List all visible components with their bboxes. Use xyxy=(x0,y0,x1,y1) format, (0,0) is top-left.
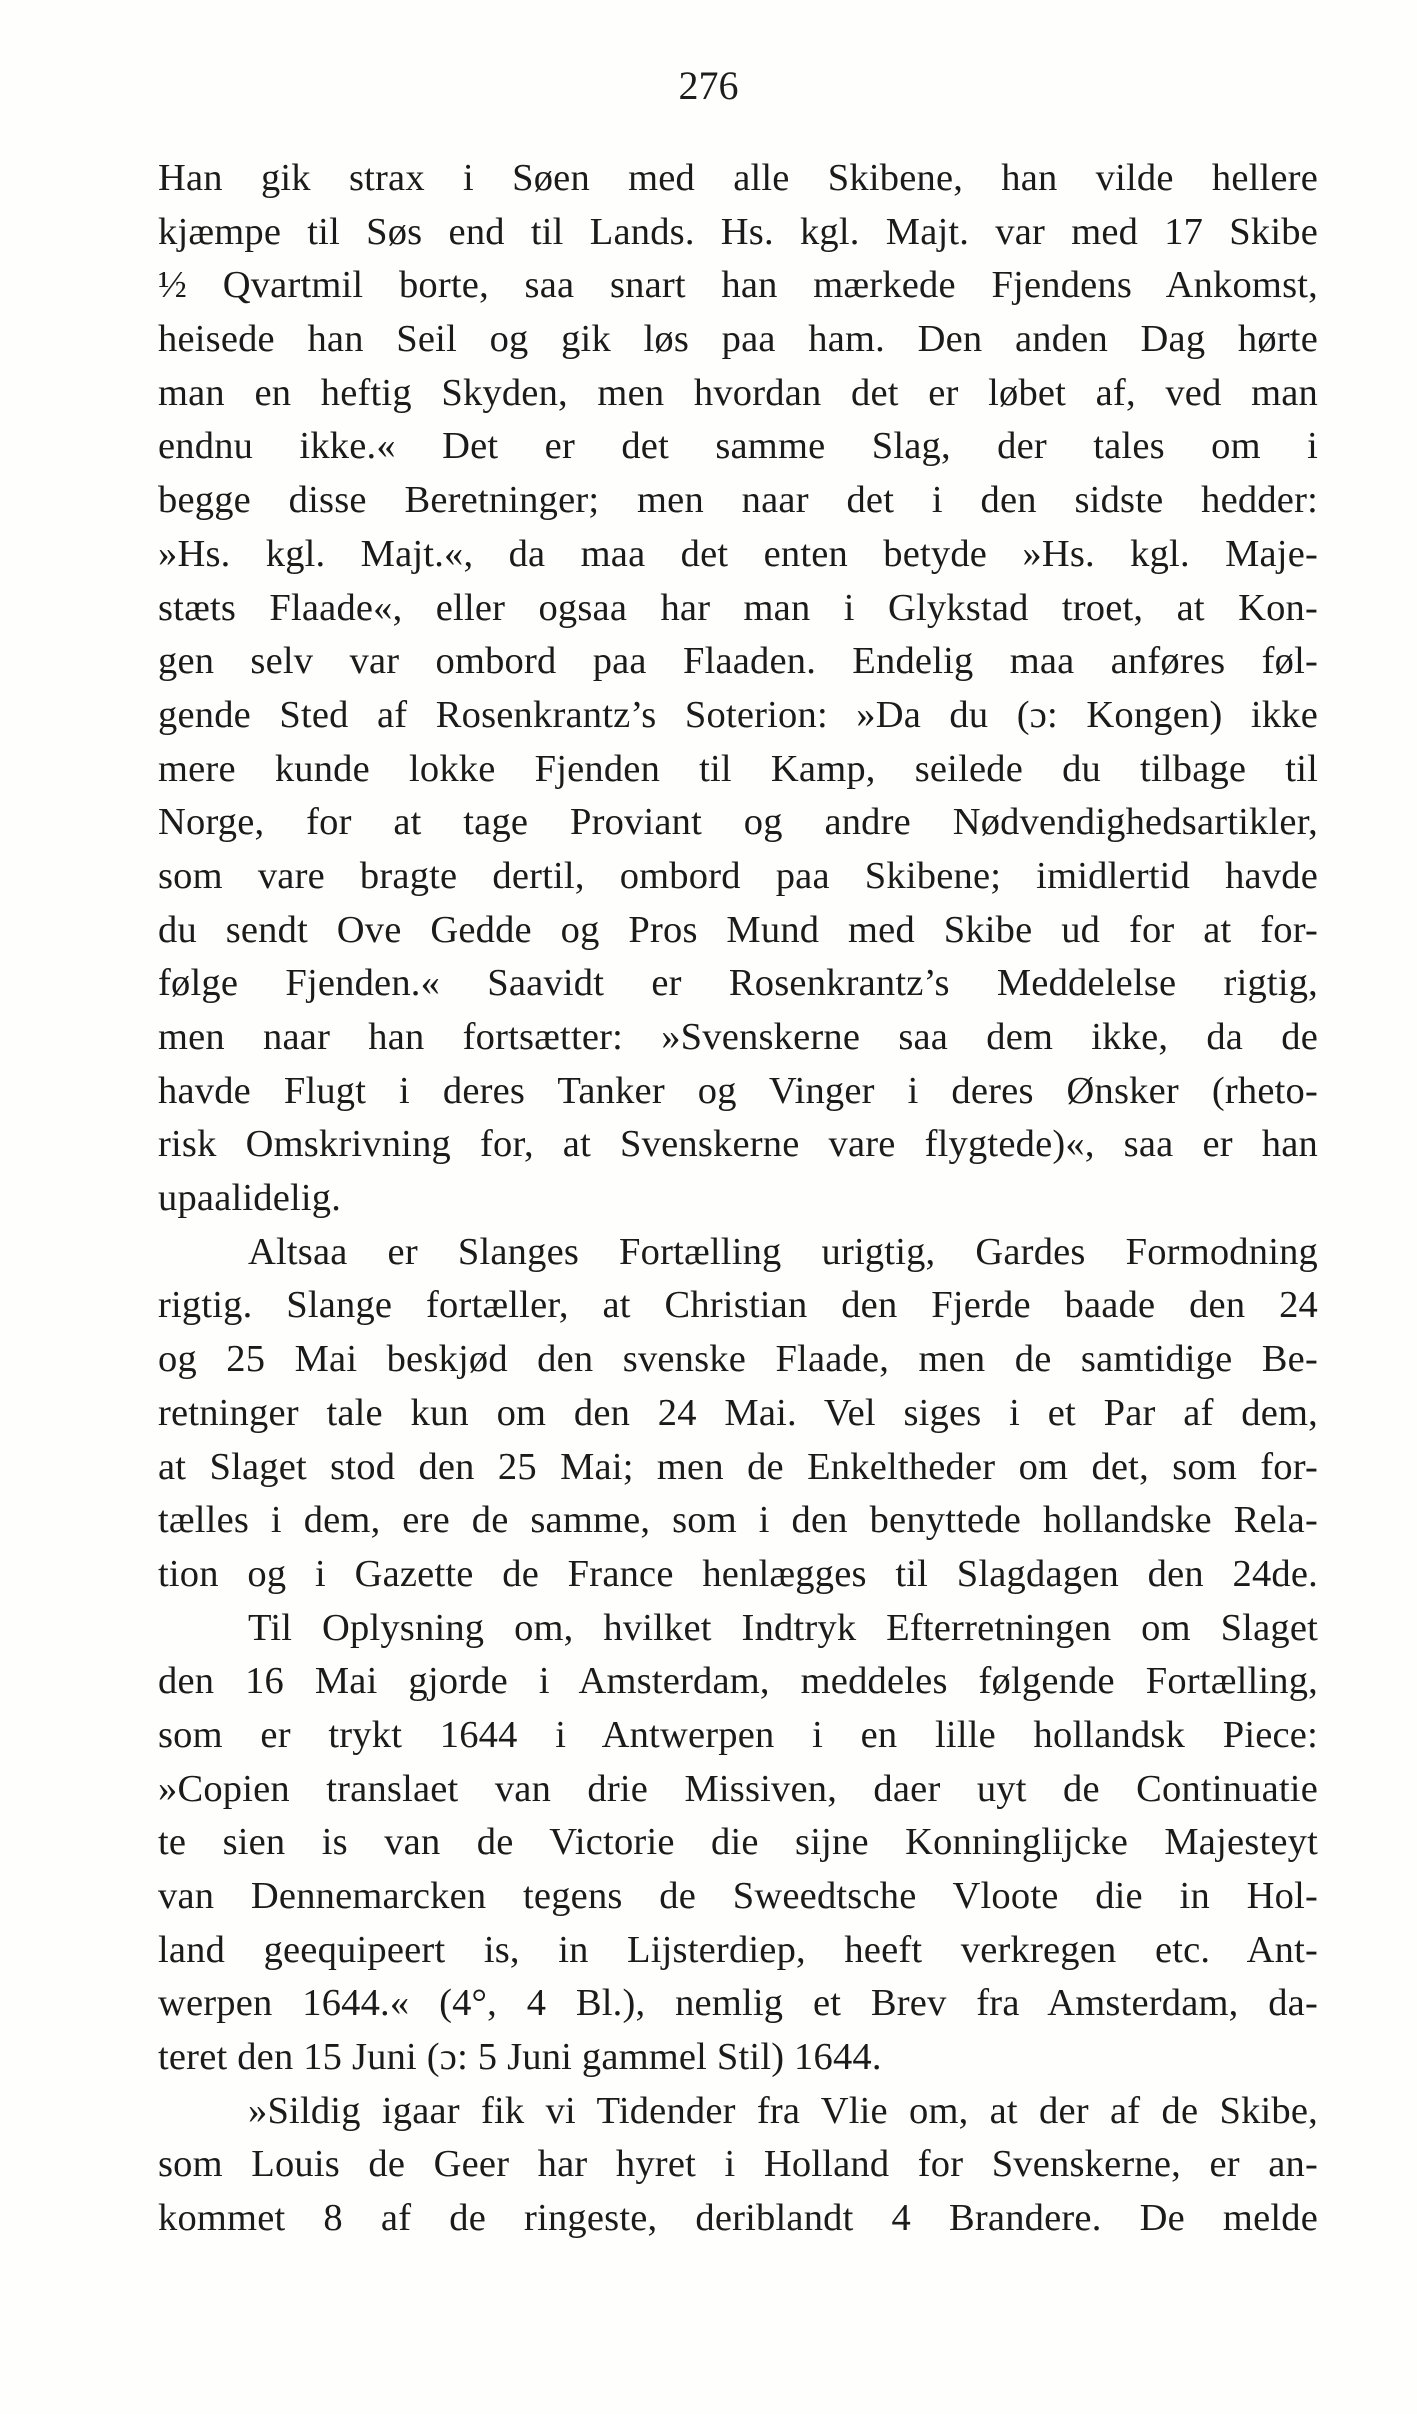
text-line: upaalidelig. xyxy=(158,1177,342,1220)
text-line: som vare bragte dertil, ombord paa Skibene; imidlertid havde xyxy=(158,854,1318,897)
text-line: rigtig. Slange fortæller, at Christian den Fjerde baade den 24 xyxy=(158,1284,1318,1327)
text-line: begge disse Beretninger; men naar det i den sidste hedder: xyxy=(158,479,1318,522)
text-line: følge Fjenden.« Saavidt er Rosenkrantz’s Meddelelse rigtig, xyxy=(158,962,1318,1005)
text-line: men naar han fortsætter: »Svenskerne saa dem ikke, da de xyxy=(158,1016,1318,1058)
text-line: mere kunde lokke Fjenden til Kamp, seilede du tilbage til xyxy=(158,747,1318,790)
text-line: werpen 1644.« (4°, 4 Bl.), nemlig et Brev fra Amsterdam, da- xyxy=(158,1982,1318,2025)
text-line: »Hs. kgl. Majt.«, da maa det enten betyde »Hs. kgl. Maje- xyxy=(158,532,1318,575)
text-line: kommet 8 af de ringeste, deriblandt 4 Brandere. De melde xyxy=(158,2197,1318,2240)
text-line: teret den 15 Juni (ɔ: 5 Juni gammel Stil) 1644. xyxy=(158,2036,882,2079)
text-line: du sendt Ove Gedde og Pros Mund med Skibe ud for at for- xyxy=(158,908,1318,951)
text-line: Norge, for at tage Proviant og andre Nødvendighedsartikler, xyxy=(158,801,1318,844)
text-line: man en heftig Skyden, men hvordan det er løbet af, ved man xyxy=(158,371,1318,414)
text-line: land geequipeert is, in Lijsterdiep, heeft verkregen etc. Ant- xyxy=(158,1928,1318,1971)
paragraph-start-line: Altsaa er Slanges Fortælling urigtig, Gardes Formodning xyxy=(248,1230,1318,1273)
text-line: tion og i Gazette de France henlægges til Slagdagen den 24de. xyxy=(158,1552,1318,1595)
text-line: ½ Qvartmil borte, saa snart han mærkede Fjendens Ankomst, xyxy=(158,264,1318,307)
text-line: og 25 Mai beskjød den svenske Flaade, men de samtidige Be- xyxy=(158,1338,1318,1381)
text-line: Han gik strax i Søen med alle Skibene, han vilde hellere xyxy=(158,157,1318,199)
paragraph-start-line: Til Oplysning om, hvilket Indtryk Efterretningen om Slaget xyxy=(248,1606,1318,1649)
text-line: van Dennemarcken tegens de Sweedtsche Vloote die in Hol- xyxy=(158,1875,1318,1917)
text-line: gende Sted af Rosenkrantz’s Soterion: »Da du (ɔ: Kongen) ikke xyxy=(158,693,1318,736)
text-line: stæts Flaade«, eller ogsaa har man i Glykstad troet, at Kon- xyxy=(158,586,1318,629)
page-number: 276 xyxy=(678,63,739,108)
text-line: »Copien translaet van drie Missiven, daer uyt de Continuatie xyxy=(158,1767,1318,1810)
text-line: tælles i dem, ere de samme, som i den benyttede hollandske Rela- xyxy=(158,1499,1318,1542)
text-line: at Slaget stod den 25 Mai; men de Enkeltheder om det, som for- xyxy=(158,1445,1318,1488)
text-line: gen selv var ombord paa Flaaden. Endelig maa anføres føl- xyxy=(158,640,1318,683)
text-line: som Louis de Geer har hyret i Holland for Svenskerne, er an- xyxy=(158,2143,1318,2186)
text-line: endnu ikke.« Det er det samme Slag, der tales om i xyxy=(158,425,1318,468)
text-line: risk Omskrivning for, at Svenskerne vare flygtede)«, saa er han xyxy=(158,1123,1318,1166)
paragraph-start-line: »Sildig igaar fik vi Tidender fra Vlie om, at der af de Skibe, xyxy=(248,2089,1318,2132)
text-line: havde Flugt i deres Tanker og Vinger i deres Ønsker (rheto- xyxy=(158,1069,1318,1112)
text-line: te sien is van de Victorie die sijne Konninglijcke Majesteyt xyxy=(158,1821,1318,1864)
body-text xyxy=(158,152,1318,2246)
text-line: retninger tale kun om den 24 Mai. Vel siges i et Par af dem, xyxy=(158,1391,1318,1434)
text-line: kjæmpe til Søs end til Lands. Hs. kgl. Majt. var med 17 Skibe xyxy=(158,210,1318,253)
text-line: den 16 Mai gjorde i Amsterdam, meddeles følgende Fortælling, xyxy=(158,1660,1318,1703)
text-line: som er trykt 1644 i Antwerpen i en lille hollandsk Piece: xyxy=(158,1713,1318,1756)
text-line: heisede han Seil og gik løs paa ham. Den anden Dag hørte xyxy=(158,318,1318,361)
